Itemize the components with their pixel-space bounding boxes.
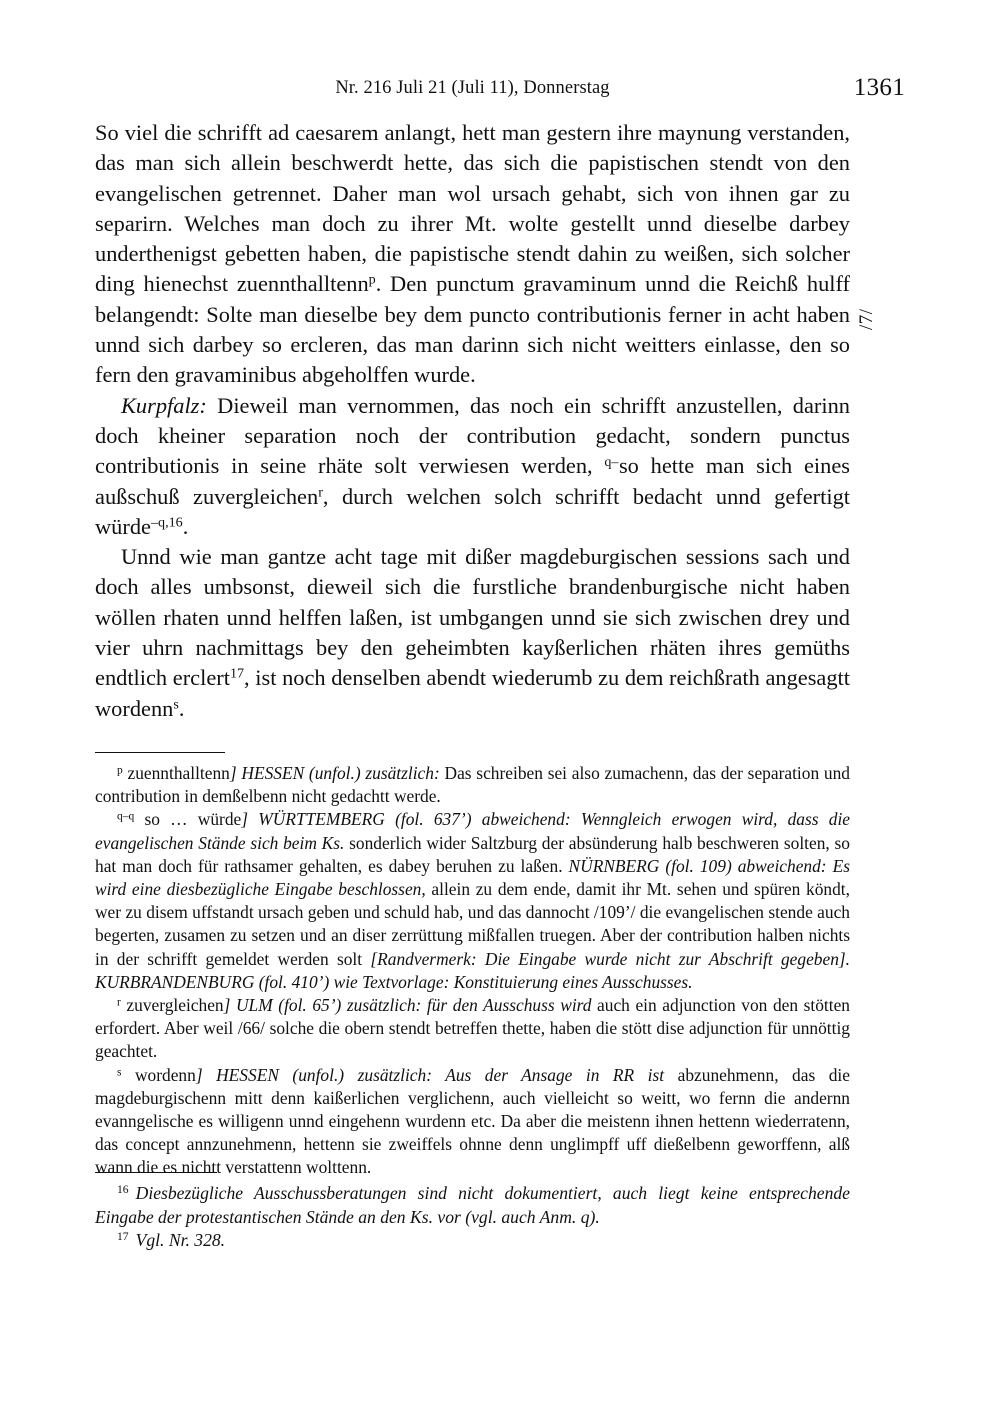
paragraph-2 — [95, 391, 850, 542]
paragraph-3-text-3: . — [178, 695, 185, 721]
footnote-q-text-2: allein zu dem ende, damit ihr Mt. sehen und spüren köndt, wer zu disem uffstandt ursach geben und schuld hab, und das dannocht /109’/ die evangelischen stende auch begerten, zusamen zu setzen und an diser zerrüttung mißfallen truegen. Aber der contribution halben nichts in der schrifft gemeldet werden solt — [95, 879, 850, 969]
footnote-r-source: ULM (fol. 65’) zusätzlich: für den Ausschuss wird — [230, 995, 592, 1016]
footnote-q-lemma: so … würde — [134, 809, 242, 830]
note-16-number: 16 — [117, 1183, 129, 1197]
paragraph-3-text-2: , ist noch denselben abendt wiederumb zu dem reichßrath angesagtt wordenn — [95, 665, 850, 721]
footnote-q-bracket: ] — [241, 809, 249, 830]
footnote-s-bracket: ] — [195, 1064, 203, 1085]
footnote-q-source-2: NÜRNBERG (fol. 109) abweichend: Es wird eine diesbezügliche Eingabe beschlossen, — [95, 855, 850, 900]
footnote-q-source: WÜRTTEMBERG (fol. 637’) abweichend: Wenngleich erwogen wird, dass die evangelischen Stände sich beim Ks. — [95, 809, 850, 853]
footnote-p-text: Das schreiben sei also zumachenn, das der separation und contribution in demßelbenn nicht gedachtt werde. — [95, 763, 850, 807]
footnote-marker-r[interactable]: r — [318, 484, 323, 501]
running-head-title: Nr. 216 Juli 21 (Juli 11), Donnerstag — [335, 78, 610, 98]
note-17 — [95, 1229, 850, 1253]
variant-marker-q-open[interactable]: q– — [604, 453, 619, 470]
variant-marker-q-close[interactable]: –q,16 — [150, 514, 183, 531]
footnote-marker-p[interactable]: p — [368, 272, 376, 289]
paragraph-2-text-2: so hette man sich eines außschuß zuvergleichen — [95, 453, 850, 509]
footnote-marker-17[interactable]: 17 — [229, 666, 245, 683]
footnote-p — [95, 762, 850, 808]
footnote-q-source-3: [Randvermerk: Die Eingabe wurde nicht zur Abschrift gegeben]. KURBRANDENBURG (fol. 410’) wie Textvorlage: Konstituierung eines Ausschusses. — [95, 948, 851, 992]
footnote-p-marker: p — [117, 764, 123, 777]
apparatus-separator-rule — [95, 752, 225, 753]
paragraph-1-text-continued: . Den punctum gravaminum unnd die Reichß hulff belangendt: Solte man dieselbe bey dem puncto contributionis ferner in acht haben unnd sich darbey so ercleren, das man darinn sich nicht weitters einlasse, den so fern den gravaminibus abgeholffen wurde. — [95, 271, 850, 388]
note-17-text: Vgl. Nr. 328. — [135, 1230, 226, 1250]
paragraph-3-text-1: Unnd wie man gantze acht tage mit dißer magdeburgischen sessions sach und doch alles umbsonst, dieweil sich die furstliche brandenburgische nicht haben wöllen rhaten unnd helffen laßen, ist umbgangen unnd sie sich zwischen drey und vier uhrn nachmittags bey den geheimbten kayßerlichen rhäten ihres gemüths endtlich erclert — [95, 544, 850, 691]
note-16 — [95, 1182, 850, 1229]
footnote-r-marker: r — [117, 996, 121, 1009]
note-16-text: Diesbezügliche Ausschussberatungen sind nicht dokumentiert, auch liegt keine entsprechende Eingabe der protestantischen Stände an den Ks. vor (vgl. auch Anm. q). — [95, 1183, 850, 1227]
footnote-q-text-1: sonderlich wider Saltzburg der absünderung halb beschweren solten, so hat man doch für rathsamer gehalten, es dabey beruhen zu laßen. — [95, 832, 850, 876]
paragraph-1 — [95, 118, 850, 391]
footnote-r-text: auch ein adjunction von den stötten erfordert. Aber weil /66/ solche die obern stendt betreffen thette, haben die stött dise adjunction für unnöttig geachtet. — [95, 995, 850, 1062]
footnote-r-lemma: zuvergleichen — [120, 995, 224, 1016]
marginal-folio-mark: /7/ — [856, 308, 877, 330]
footnote-s-lemma: wordenn — [121, 1064, 196, 1085]
footnote-s — [95, 1064, 850, 1180]
running-head — [95, 74, 905, 106]
paragraph-2-text-3: , durch welchen solch schrifft bedacht unnd gefertigt würde — [95, 483, 850, 539]
footnote-q-marker: q–q — [117, 810, 135, 823]
footnote-p-bracket: ] — [229, 763, 237, 783]
footnote-marker-s[interactable]: s — [173, 696, 179, 713]
paragraph-2-text-1: Dieweil man vernommen, das noch ein schrifft anzustellen, darinn doch kheiner separation noch der contribution gedacht, sondern punctus contributionis in seine rhäte solt verwiesen werden, — [95, 392, 850, 479]
numbered-notes — [95, 1172, 850, 1253]
footnote-r — [95, 994, 850, 1064]
paragraph-1-text: So viel die schrifft ad caesarem anlangt, hett man gestern ihre maynung verstanden, das man sich allein beschwerdt hette, das sich die papistischen stendt von den evangelischen getrennet. Daher man wol ursach gehabt, sich von ihnen gar zu separirn. Welches man doch zu ihrer Mt. wolte gestellt unnd dieselbe darbey underthenigst gebetten haben, die papistische stendt dahin zu weißen, sich solcher ding hienechst zuennthalltenn — [95, 120, 850, 297]
paragraph-3 — [95, 542, 850, 724]
footnote-s-marker: s — [117, 1065, 122, 1078]
footnote-p-source: HESSEN (unfol.) zusätzlich: — [236, 763, 440, 783]
footnote-s-text: abzunehmenn, das die magdeburgischenn mitt denn kaißerlichen verglichenn, auch vielleicht so weitt, wo fernn die andernn evanngelische es willigenn unnd eingehenn wurdenn etc. Da aber die meistenn ihnen hettenn wiederratenn, das concept annzunehmenn, hettenn sie zweiffels ohnne denn unglimpff uff dießelbenn geworffenn, alß wann die es nichtt verstattenn wolttenn. — [95, 1064, 850, 1178]
footnote-q — [95, 808, 850, 994]
page-number: 1361 — [853, 74, 905, 101]
footnote-p-lemma: zuennthalltenn — [122, 763, 230, 783]
footnote-r-bracket: ] — [223, 995, 231, 1016]
footnote-s-source: HESSEN (unfol.) zusätzlich: Aus der Ansage in RR ist — [202, 1064, 665, 1085]
critical-apparatus — [95, 752, 850, 1180]
notes-separator-rule — [95, 1172, 217, 1173]
speaker-label-kurpfalz: Kurpfalz: — [121, 392, 207, 418]
paragraph-2-text-4: . — [182, 513, 189, 539]
body-text — [95, 118, 850, 724]
note-17-number: 17 — [117, 1230, 129, 1244]
